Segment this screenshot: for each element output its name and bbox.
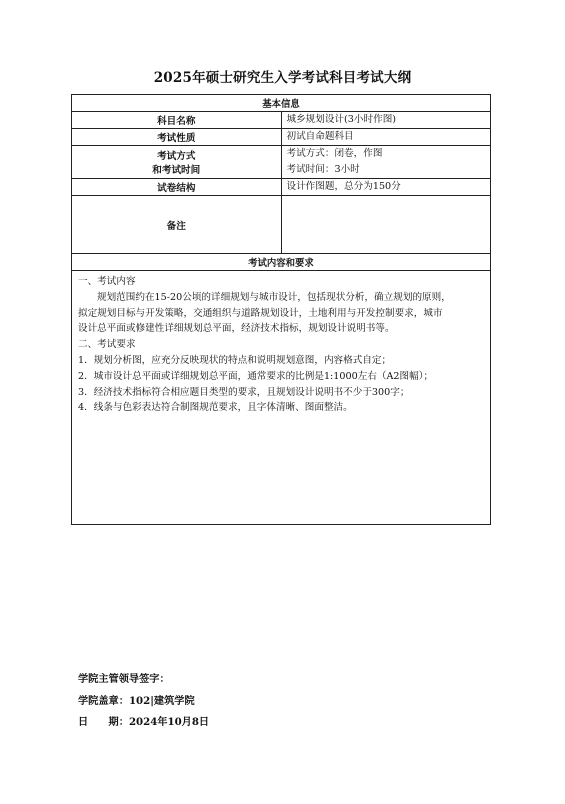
content-paragraph-line: 设计总平面或修建性详细规划总平面，经济技术指标，规划设计说明书等。 — [78, 323, 395, 335]
method-label-line2: 和考试时间 — [152, 165, 201, 176]
method-value — [281, 146, 491, 179]
remarks-label: 备注 — [72, 196, 282, 254]
subject-label: 科目名称 — [72, 112, 282, 129]
section-basic-info: 基本信息 — [72, 95, 491, 112]
structure-value: 设计作图题，总分为150分 — [281, 179, 491, 196]
subject-value: 城乡规划设计(3小时作图) — [281, 112, 491, 129]
requirement-item: 3．经济技术指标符合相应题目类型的要求，且规划设计说明书不少于300字； — [78, 386, 410, 398]
content-heading-1: 一、考试内容 — [78, 276, 136, 287]
leader-signature-label: 学院主管领导签字： — [78, 673, 170, 685]
content-paragraph-line: 规划范围约在15-20公顷的详细规划与城市设计，包括现状分析，确立规划的原则， — [97, 291, 451, 303]
seal-line — [78, 692, 195, 707]
document-title: 2025年硕士研究生入学考试科目考试大纲 — [153, 70, 412, 86]
nature-value: 初试自命题科目 — [281, 129, 491, 146]
content-body — [72, 271, 491, 525]
structure-label: 试卷结构 — [72, 179, 282, 196]
method-value-line1: 考试方式：闭卷，作图 — [286, 148, 383, 159]
nature-label: 考试性质 — [72, 129, 282, 146]
content-paragraph-line: 拟定规划目标与开发策略，交通组织与道路规划设计，土地利用与开发控制要求，城市 — [78, 307, 443, 319]
section-content-requirements: 考试内容和要求 — [72, 254, 491, 271]
method-value-line2: 考试时间：3小时 — [286, 164, 360, 175]
remarks-value — [281, 196, 491, 254]
method-label — [72, 146, 282, 179]
date-line — [78, 713, 209, 728]
seal-label: 学院盖章： — [78, 695, 129, 707]
requirement-item: 4．线条与色彩表达符合制图规范要求，且字体清晰、图面整洁。 — [78, 402, 353, 414]
syllabus-table — [71, 94, 491, 525]
seal-value: 102|建筑学院 — [128, 695, 195, 707]
date-value: 2024年10月8日 — [128, 716, 210, 728]
requirement-item: 2．城市设计总平面或详细规划总平面，通常要求的比例是1:1000左右（A2图幅）； — [78, 370, 434, 382]
date-label: 日 期： — [78, 716, 129, 728]
requirement-item: 1．规划分析图，应充分反映现状的特点和说明规划意图，内容格式自定； — [78, 354, 392, 366]
method-label-line1: 考试方式 — [157, 151, 196, 162]
content-heading-2: 二、考试要求 — [78, 339, 136, 351]
